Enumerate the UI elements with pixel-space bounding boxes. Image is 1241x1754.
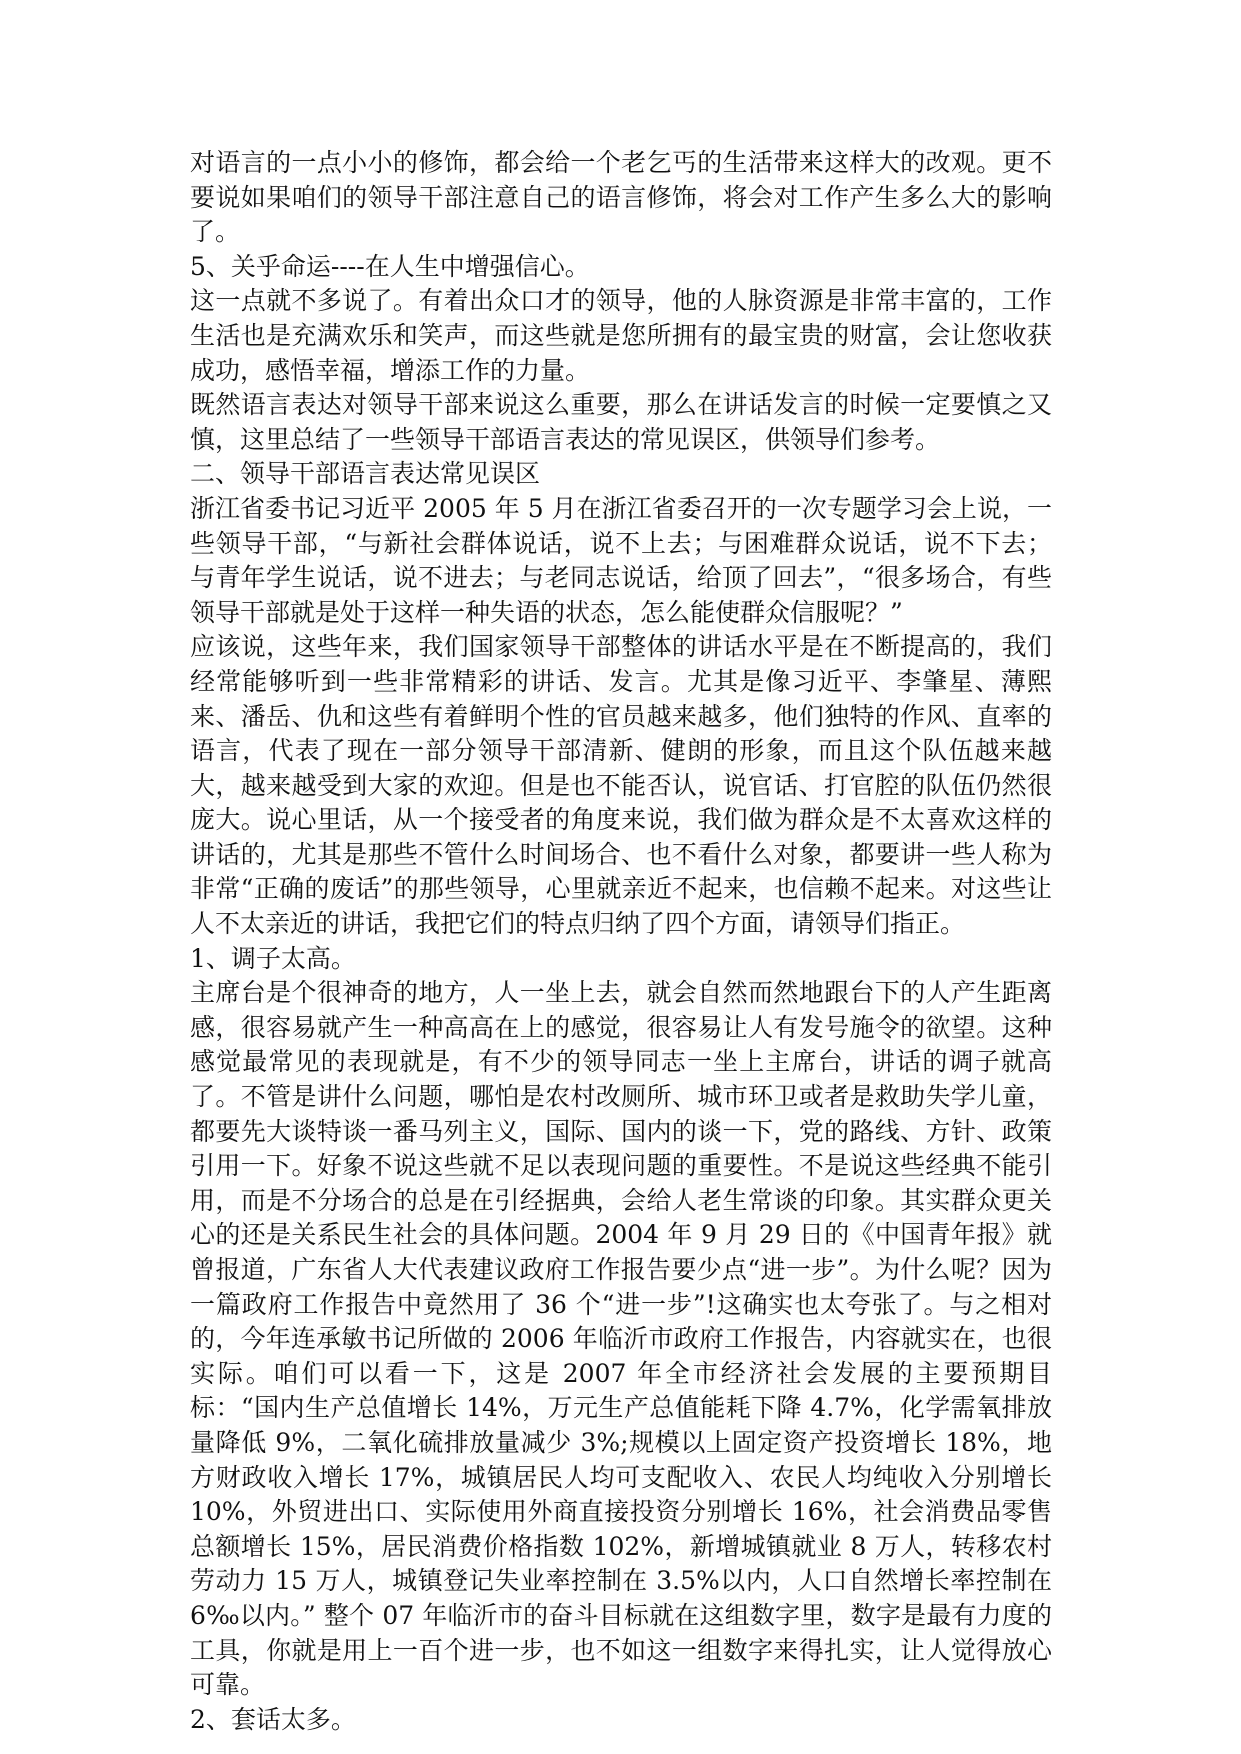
subheading-too-many-cliches: 2、套话太多。: [190, 1704, 356, 1734]
paragraph-transition: 既然语言表达对领导干部来说这么重要，那么在讲话发言的时候一定要慎之又慎，这里总结了一些领导干部语言表达的常见误区，供领导们参考。: [190, 390, 1052, 454]
paragraph-speaking-level: 应该说，这些年来，我们国家领导干部整体的讲话水平是在不断提高的，我们经常能够听到一些非常精彩的讲话、发言。尤其是像习近平、李肇星、薄熙来、潘岳、仇和这些有着鲜明个性的官员越来越多，他们独特的作风、直率的语言，代表了现在一部分领导干部清新、健朗的形象，而且这个队伍越来越大，越来越受到大家的欢迎。但是也不能否认，说官话、打官腔的队伍仍然很庞大。说心里话，从一个接受者的角度来说，我们做为群众是不太喜欢这样的讲话的，尤其是那些不管什么时间场合、也不看什么对象，都要讲一些人称为非常“正确的废话”的那些领导，心里就亲近不起来，也信赖不起来。对这些让人不太亲近的讲话，我把它们的特点归纳了四个方面，请领导们指正。: [190, 632, 1052, 939]
paragraph-quote-speech: 浙江省委书记习近平 2005 年 5 月在浙江省委召开的一次专题学习会上说，一些领导干部，“与新社会群体说话，说不上去；与困难群众说话，说不下去；与青年学生说话，说不进去；与老同志说话，给顶了回去”，“很多场合，有些领导干部就是处于这样一种失语的状态，怎么能使群众信服呢？”: [190, 493, 1052, 627]
paragraph-beggar-anecdote-conclusion: 对语言的一点小小的修饰，都会给一个老乞丐的生活带来这样大的改观。更不要说如果咱们的领导干部注意自己的语言修饰，将会对工作产生多么大的影响了。: [190, 148, 1052, 247]
section-heading-destiny: 5、关乎命运----在人生中增强信心。: [190, 251, 590, 281]
paragraph-podium-example: 主席台是个很神奇的地方，人一坐上去，就会自然而然地跟台下的人产生距离感，很容易就产生一种高高在上的感觉，很容易让人有发号施令的欲望。这种感觉最常见的表现就是，有不少的领导同志一坐上主席台，讲话的调子就高了。不管是讲什么问题，哪怕是农村改厕所、城市环卫或者是救助失学儿童，都要先大谈特谈一番马列主义，国际、国内的谈一下，党的路线、方针、政策引用一下。好象不说这些就不足以表现问题的重要性。不是说这些经典不能引用，而是不分场合的总是在引经据典，会给人老生常谈的印象。其实群众更关心的还是关系民生社会的具体问题。2004 年 9 月 29 日的《中国青年报》就曾报道，广东省人大代表建议政府工作报告要少点“进一步”。为什么呢？因为一篇政府工作报告中竟然用了 36 个“进一步”!这确实也太夸张了。与之相对的，今年连承敏书记所做的 2006 年临沂市政府工作报告，内容就实在，也很实际。咱们可以看一下，这是 2007 年全市经济社会发展的主要预期目标：“国内生产总值增长 14%，万元生产总值能耗下降 4.7%，化学需氧排放量降低 9%，二氧化硫排放量减少 3%;规模以上固定资产投资增长 18%，地方财政收入增长 17%，城镇居民人均可支配收入、农民人均纯收入分别增长 10%，外贸进出口、实际使用外商直接投资分别增长 16%，社会消费品零售总额增长 15%，居民消费价格指数 102%，新增城镇就业 8 万人，转移农村劳动力 15 万人，城镇登记失业率控制在 3.5%以内，人口自然增长率控制在 6‰以内。” 整个 07 年临沂市的奋斗目标就在这组数字里，数字是最有力度的工具，你就是用上一百个进一步，也不如这一组数字来得扎实，让人觉得放心可靠。: [190, 978, 1052, 1700]
paragraph-eloquence-benefits: 这一点就不多说了。有着出众口才的领导，他的人脉资源是非常丰富的，工作生活也是充满欢乐和笑声，而这些就是您所拥有的最宝贵的财富，会让您收获成功，感悟幸福，增添工作的力量。: [190, 286, 1052, 385]
section-heading-common-mistakes: 二、领导干部语言表达常见误区: [190, 459, 541, 489]
document-page: [190, 146, 1052, 1737]
subheading-tone-too-high: 1、调子太高。: [190, 943, 356, 973]
